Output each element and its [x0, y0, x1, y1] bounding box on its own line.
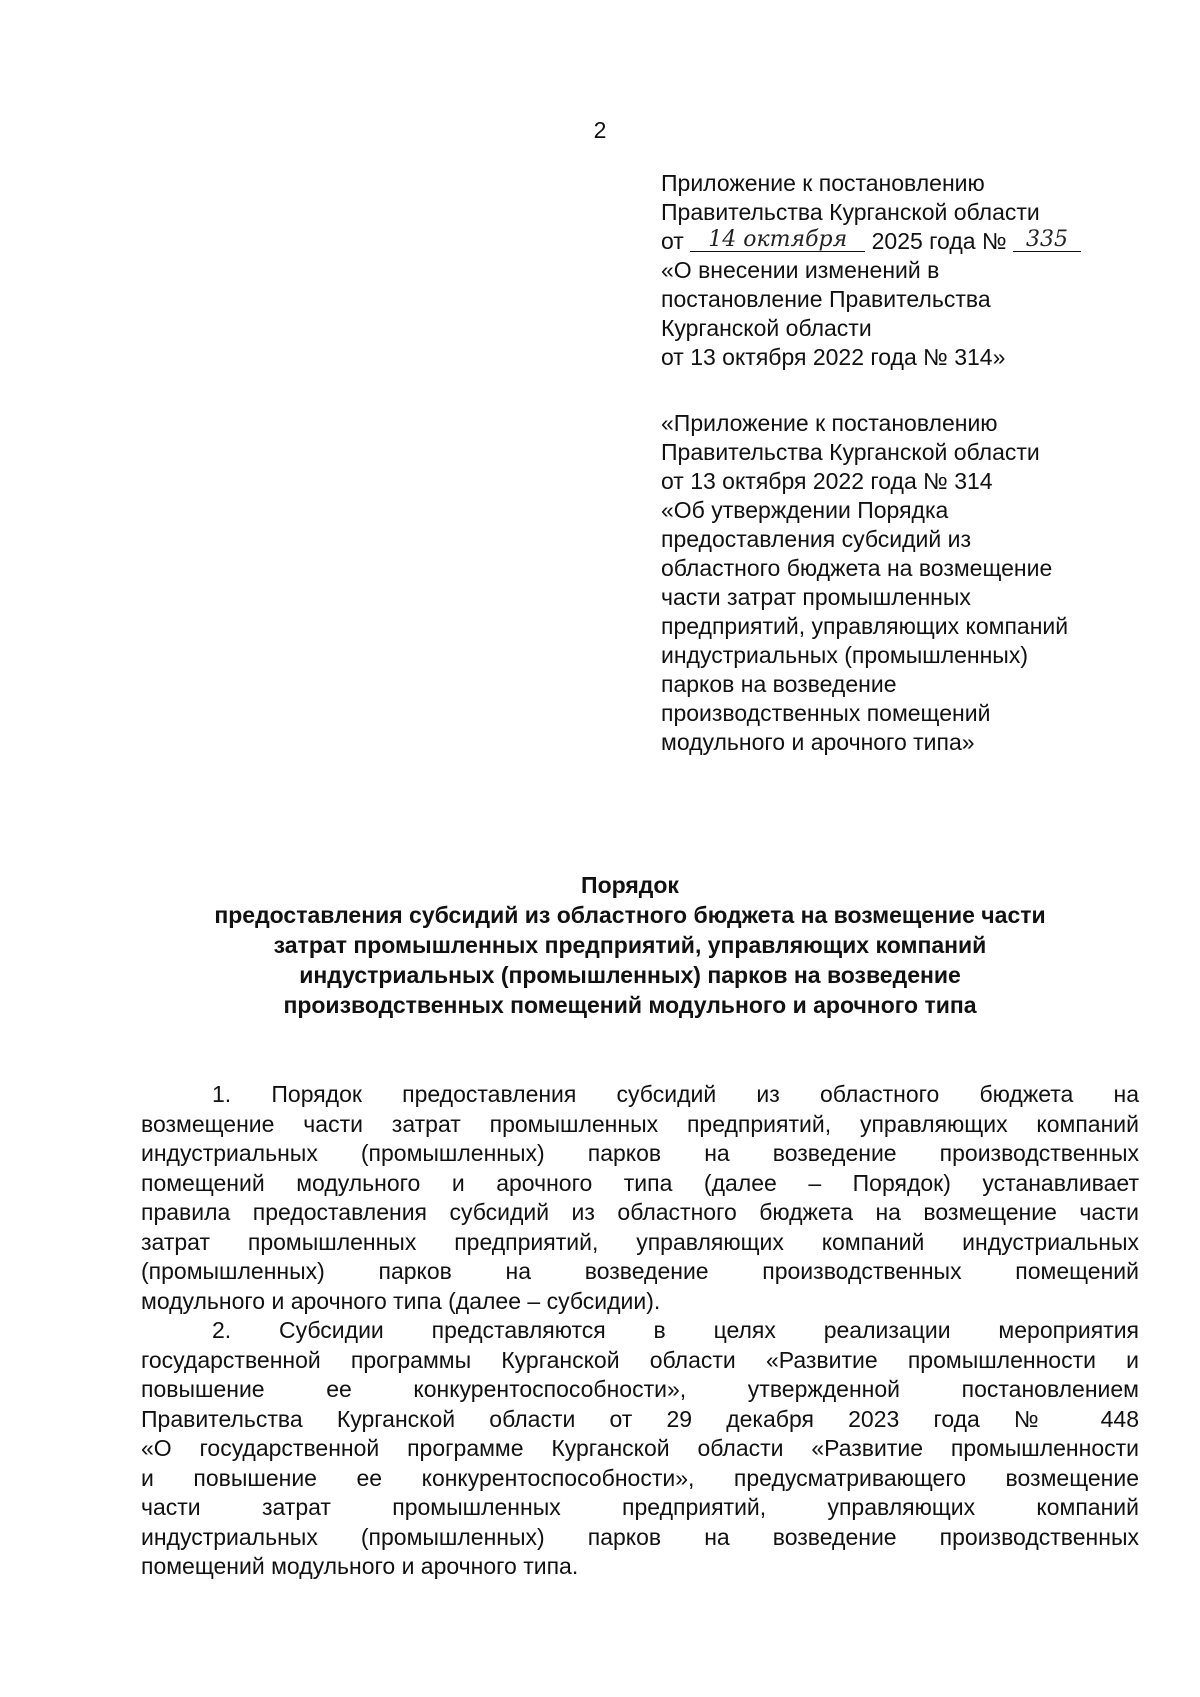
- paragraph-line: «О государственной программе Курганской области «Развитие промышленности: [141, 1435, 1139, 1461]
- annex-quote: [661, 409, 1181, 757]
- annex-quote-line: предприятий, управляющих компаний: [661, 613, 1069, 639]
- date-prefix: от: [661, 228, 684, 254]
- paragraph-line: повышение ее конкурентоспособности», утвержденной постановлением: [141, 1376, 1139, 1402]
- handwritten-number: 335: [1013, 229, 1081, 252]
- annex-header-line: от 13 октября 2022 года № 314»: [661, 344, 1006, 370]
- annex-header: [661, 169, 1181, 372]
- document-body: [141, 1080, 1139, 1582]
- document-title: [140, 870, 1120, 1020]
- annex-quote-line: областного бюджета на возмещение: [661, 555, 1053, 581]
- annex-quote-line: индустриальных (промышленных): [661, 642, 1029, 668]
- annex-header-line: постановление Правительства: [661, 286, 991, 312]
- paragraph-line: помещений модульного и арочного типа (далее – Порядок) устанавливает: [141, 1169, 1139, 1196]
- title-line: производственных помещений модульного и арочного типа: [283, 992, 977, 1018]
- annex-quote-line: парков на возведение: [661, 671, 897, 697]
- paragraph-line: возмещение части затрат промышленных предприятий, управляющих компаний: [141, 1110, 1139, 1137]
- annex-quote-line: части затрат промышленных: [661, 584, 971, 610]
- paragraph-line: индустриальных (промышленных) парков на возведение производственных: [141, 1140, 1139, 1166]
- paragraph-line: индустриальных (промышленных) парков на возведение производственных: [141, 1523, 1139, 1550]
- annex-quote-line: «Об утверждении Порядка: [661, 497, 949, 523]
- paragraph-line: правила предоставления субсидий из областного бюджета на возмещение части: [141, 1199, 1139, 1225]
- annex-header-line: Курганской области: [661, 315, 872, 341]
- annex-quote-line: «Приложение к постановлению: [661, 410, 998, 436]
- annex-header-line: «О внесении изменений в: [661, 257, 940, 283]
- title-line: индустриальных (промышленных) парков на возведение: [299, 962, 961, 988]
- year-text: 2025 года №: [871, 228, 1007, 254]
- paragraph-line: 2. Субсидии представляются в целях реализации мероприятия: [212, 1317, 1139, 1343]
- annex-quote-line: производственных помещений: [661, 700, 991, 726]
- paragraph-2: [141, 1316, 1139, 1582]
- annex-header-line: Приложение к постановлению: [661, 170, 985, 196]
- paragraph-line: и повышение ее конкурентоспособности», предусматривающего возмещение: [141, 1464, 1139, 1491]
- paragraph-line: модульного и арочного типа (далее – субсидии).: [141, 1287, 661, 1314]
- paragraph-line: помещений модульного и арочного типа.: [141, 1553, 579, 1579]
- annex-quote-line: от 13 октября 2022 года № 314: [661, 468, 993, 494]
- page-number: 2: [593, 117, 607, 143]
- title-line: предоставления субсидий из областного бюджета на возмещение части: [214, 902, 1046, 928]
- handwritten-date: 14 октября: [690, 229, 865, 252]
- annex-date-line: [661, 227, 1181, 256]
- paragraph-line: части затрат промышленных предприятий, управляющих компаний: [141, 1494, 1139, 1520]
- annex-header-line: Правительства Курганской области: [661, 199, 1040, 225]
- paragraph-line: Правительства Курганской области от 29 декабря 2023 года № 448: [141, 1405, 1139, 1432]
- paragraph-line: 1. Порядок предоставления субсидий из областного бюджета на: [212, 1081, 1139, 1107]
- title-line: Порядок: [581, 872, 679, 898]
- annex-quote-line: предоставления субсидий из: [661, 526, 972, 552]
- annex-quote-line: модульного и арочного типа»: [661, 729, 975, 755]
- paragraph-line: (промышленных) парков на возведение производственных помещений: [141, 1258, 1139, 1284]
- paragraph-line: государственной программы Курганской области «Развитие промышленности и: [141, 1346, 1139, 1373]
- annex-quote-line: Правительства Курганской области: [661, 439, 1040, 465]
- title-line: затрат промышленных предприятий, управляющих компаний: [273, 932, 987, 958]
- paragraph-line: затрат промышленных предприятий, управляющих компаний индустриальных: [141, 1228, 1139, 1255]
- paragraph-1: [141, 1080, 1139, 1316]
